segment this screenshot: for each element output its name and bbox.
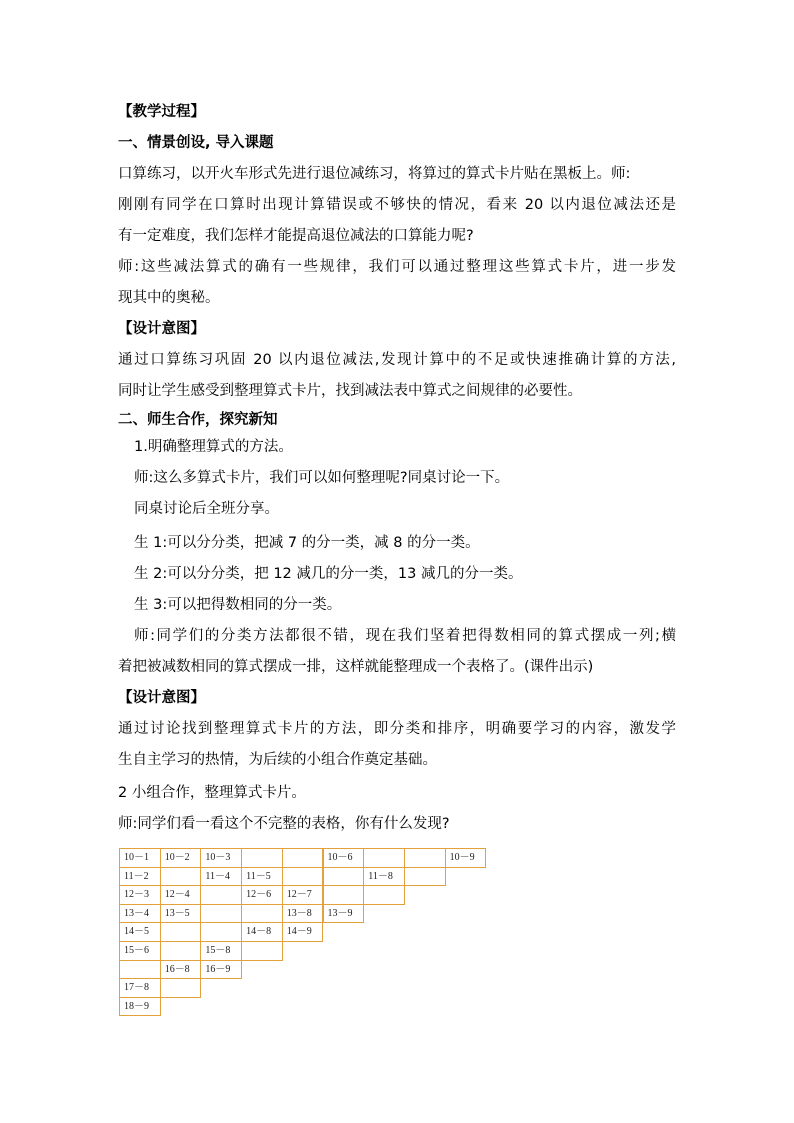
table-cell: 18－9	[119, 997, 161, 1017]
table-cell: 10－1	[119, 848, 161, 868]
table-cell-empty	[160, 922, 202, 942]
table-cell-empty	[200, 904, 242, 924]
section-1-paragraph-line: 口算练习，以开火车形式先进行退位减练习，将算过的算式卡片贴在黑板上。师:	[118, 166, 631, 182]
section-3-question: 师:同学们看一看这个不完整的表格，你有什么发现?	[118, 816, 450, 832]
table-cell: 13－8	[282, 904, 324, 924]
section-2-title: 二、师生合作，探究新知	[118, 412, 278, 428]
table-cell-empty	[404, 848, 446, 868]
table-cell-empty	[160, 978, 202, 998]
table-cell: 12－3	[119, 885, 161, 905]
design-intent-title: 【设计意图】	[118, 690, 205, 706]
table-cell: 12－6	[241, 885, 283, 905]
design-intent-line: 同时让学生感受到整理算式卡片，找到减法表中算式之间规律的必要性。	[118, 383, 582, 399]
section-2-line: 1.明确整理算式的方法。	[134, 439, 293, 455]
table-cell-empty	[323, 885, 365, 905]
table-cell: 17－8	[119, 978, 161, 998]
table-cell: 16－8	[160, 960, 202, 980]
design-intent-line: 生自主学习的热情，为后续的小组合作奠定基础。	[118, 752, 437, 768]
section-1-title: 一、情景创设, 导入课题	[118, 135, 274, 151]
table-cell: 12－4	[160, 885, 202, 905]
table-cell: 13－9	[323, 904, 365, 924]
table-cell: 14－5	[119, 922, 161, 942]
table-cell: 15－6	[119, 941, 161, 961]
table-cell: 11－4	[200, 867, 242, 887]
section-2-line: 同桌讨论后全班分享。	[134, 501, 279, 517]
table-cell: 10－9	[445, 848, 487, 868]
table-cell: 10－3	[200, 848, 242, 868]
table-cell: 11－8	[363, 867, 405, 887]
table-cell-empty	[241, 848, 283, 868]
section-2-line: 师:这么多算式卡片，我们可以如何整理呢?同桌讨论一下。	[134, 470, 510, 486]
table-cell: 15－8	[200, 941, 242, 961]
table-cell-empty	[119, 960, 161, 980]
table-cell: 11－2	[119, 867, 161, 887]
table-cell-empty	[160, 867, 202, 887]
section-2-line: 师:同学们的分类方法都很不错，现在我们坚着把得数相同的算式摆成一列;横	[134, 628, 676, 644]
table-cell: 11－5	[241, 867, 283, 887]
table-cell-empty	[282, 867, 324, 887]
table-cell-empty	[363, 885, 405, 905]
design-intent-line: 通过讨论找到整理算式卡片的方法，即分类和排序，明确要学习的内容，激发学	[118, 721, 676, 737]
table-cell-empty	[241, 941, 283, 961]
table-cell: 13－4	[119, 904, 161, 924]
section-1-paragraph-line: 现其中的奥秘。	[118, 290, 220, 306]
section-2-line: 着把被减数相同的算式摆成一排，这样就能整理成一个表格了。(课件出示)	[118, 659, 594, 675]
table-cell-empty	[200, 885, 242, 905]
table-cell: 14－8	[241, 922, 283, 942]
table-cell: 12－7	[282, 885, 324, 905]
section-3-title: 2 小组合作，整理算式卡片。	[118, 785, 306, 801]
table-cell-empty	[363, 848, 405, 868]
table-cell-empty	[241, 904, 283, 924]
design-intent-title: 【设计意图】	[118, 321, 205, 337]
table-cell: 10－6	[323, 848, 365, 868]
section-1-paragraph-line: 师:这些减法算式的确有一些规律，我们可以通过整理这些算式卡片，进一步发	[118, 259, 676, 275]
table-cell-empty	[200, 922, 242, 942]
table-cell: 13－5	[160, 904, 202, 924]
table-cell-empty	[323, 867, 365, 887]
section-2-line: 生 3:可以把得数相同的分一类。	[134, 597, 342, 613]
section-2-line: 生 2:可以分分类，把 12 减几的分一类，13 减几的分一类。	[134, 566, 523, 582]
heading: 【教学过程】	[118, 104, 205, 120]
design-intent-line: 通过口算练习巩固 20 以内退位减法,发现计算中的不足或快速推确计算的方法,	[118, 352, 676, 368]
section-1-paragraph-line: 有一定难度，我们怎样才能提高退位减法的口算能力呢?	[118, 228, 474, 244]
table-cell-empty	[404, 867, 446, 887]
table-cell: 10－2	[160, 848, 202, 868]
table-cell: 16－9	[200, 960, 242, 980]
section-2-line: 生 1:可以分分类，把减 7 的分一类，减 8 的分一类。	[134, 535, 480, 551]
section-1-paragraph-line: 刚刚有同学在口算时出现计算错误或不够快的情况，看来 20 以内退位减法还是	[118, 197, 676, 213]
table-cell-empty	[160, 941, 202, 961]
table-cell-empty	[282, 848, 324, 868]
table-cell: 14－9	[282, 922, 324, 942]
